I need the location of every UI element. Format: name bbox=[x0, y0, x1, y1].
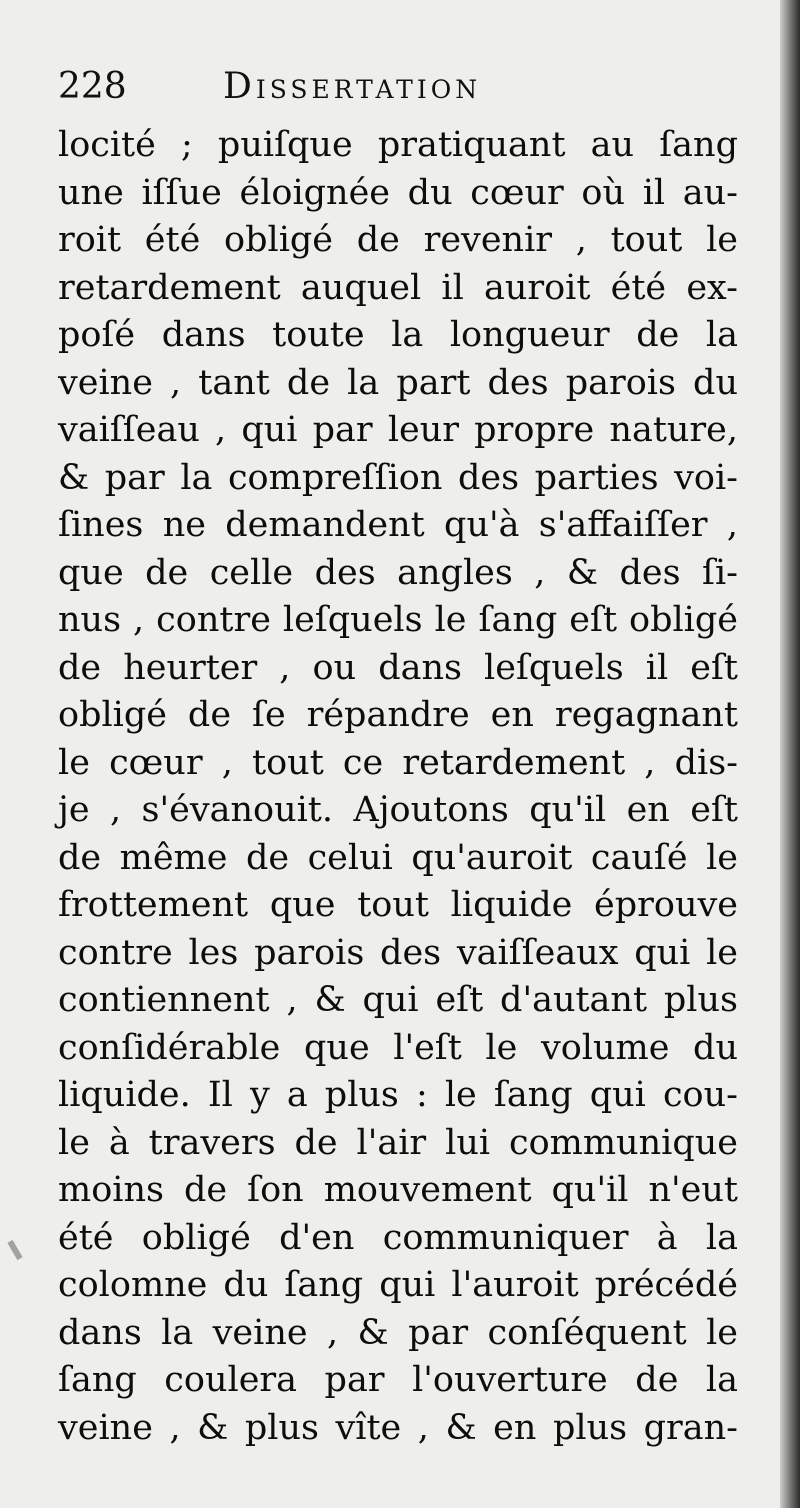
text-line: veine , & plus vîte , & en plus gran- bbox=[58, 1407, 738, 1448]
text-line: moins de ſon mouvement qu'il n'eut bbox=[58, 1170, 738, 1210]
text-line: vaiſſeau , qui par leur propre nature, bbox=[58, 410, 738, 450]
text-line: contiennent , & qui eſt d'autant plus bbox=[58, 980, 738, 1020]
running-head: Dissertation bbox=[223, 66, 482, 107]
text-line: le à travers de l'air lui communique bbox=[58, 1122, 738, 1163]
text-line: ſines ne demandent qu'à s'affaiſſer , bbox=[58, 505, 738, 545]
text-line: que de celle des angles , & des ſi- bbox=[58, 552, 738, 593]
text-line: locité ; puiſque pratiquant au ſang bbox=[58, 125, 738, 165]
text-line: retardement auquel il auroit été ex- bbox=[58, 267, 738, 308]
text-line: & par la compreſſion des parties voi- bbox=[58, 457, 738, 498]
text-line: dans la veine , & par conſéquent le bbox=[58, 1312, 738, 1353]
text-line: je , s'évanouit. Ajoutons qu'il en eſt bbox=[58, 790, 738, 830]
page-edge-shadow bbox=[780, 0, 800, 1508]
text-line: conſidérable que l'eſt le volume du bbox=[58, 1027, 738, 1068]
text-line: poſé dans toute la longueur de la bbox=[58, 315, 738, 355]
text-line: de heurter , ou dans leſquels il eſt bbox=[58, 647, 738, 688]
text-line: nus , contre leſquels le ſang eſt obligé bbox=[58, 600, 738, 640]
page-header bbox=[58, 62, 738, 112]
text-line: roit été obligé de revenir , tout le bbox=[58, 220, 738, 260]
ink-mark bbox=[7, 1240, 22, 1260]
text-line: de même de celui qu'auroit cauſé le bbox=[58, 837, 738, 878]
text-line: le cœur , tout ce retardement , dis- bbox=[58, 742, 738, 783]
page-number: 228 bbox=[58, 66, 127, 107]
text-line: une iſſue éloignée du cœur où il au- bbox=[58, 172, 738, 213]
text-line: liquide. Il y a plus : le ſang qui cou- bbox=[58, 1075, 738, 1115]
text-line: obligé de ſe répandre en regagnant bbox=[58, 695, 738, 735]
text-line: colomne du ſang qui l'auroit précédé bbox=[58, 1265, 738, 1305]
text-line: ſang coulera par l'ouverture de la bbox=[58, 1360, 738, 1400]
text-line: veine , tant de la part des parois du bbox=[58, 362, 738, 403]
text-line: contre les parois des vaiſſeaux qui le bbox=[58, 932, 738, 973]
text-line: frottement que tout liquide éprouve bbox=[58, 885, 738, 925]
body-text bbox=[58, 122, 738, 1452]
text-line: été obligé d'en communiquer à la bbox=[58, 1217, 738, 1258]
